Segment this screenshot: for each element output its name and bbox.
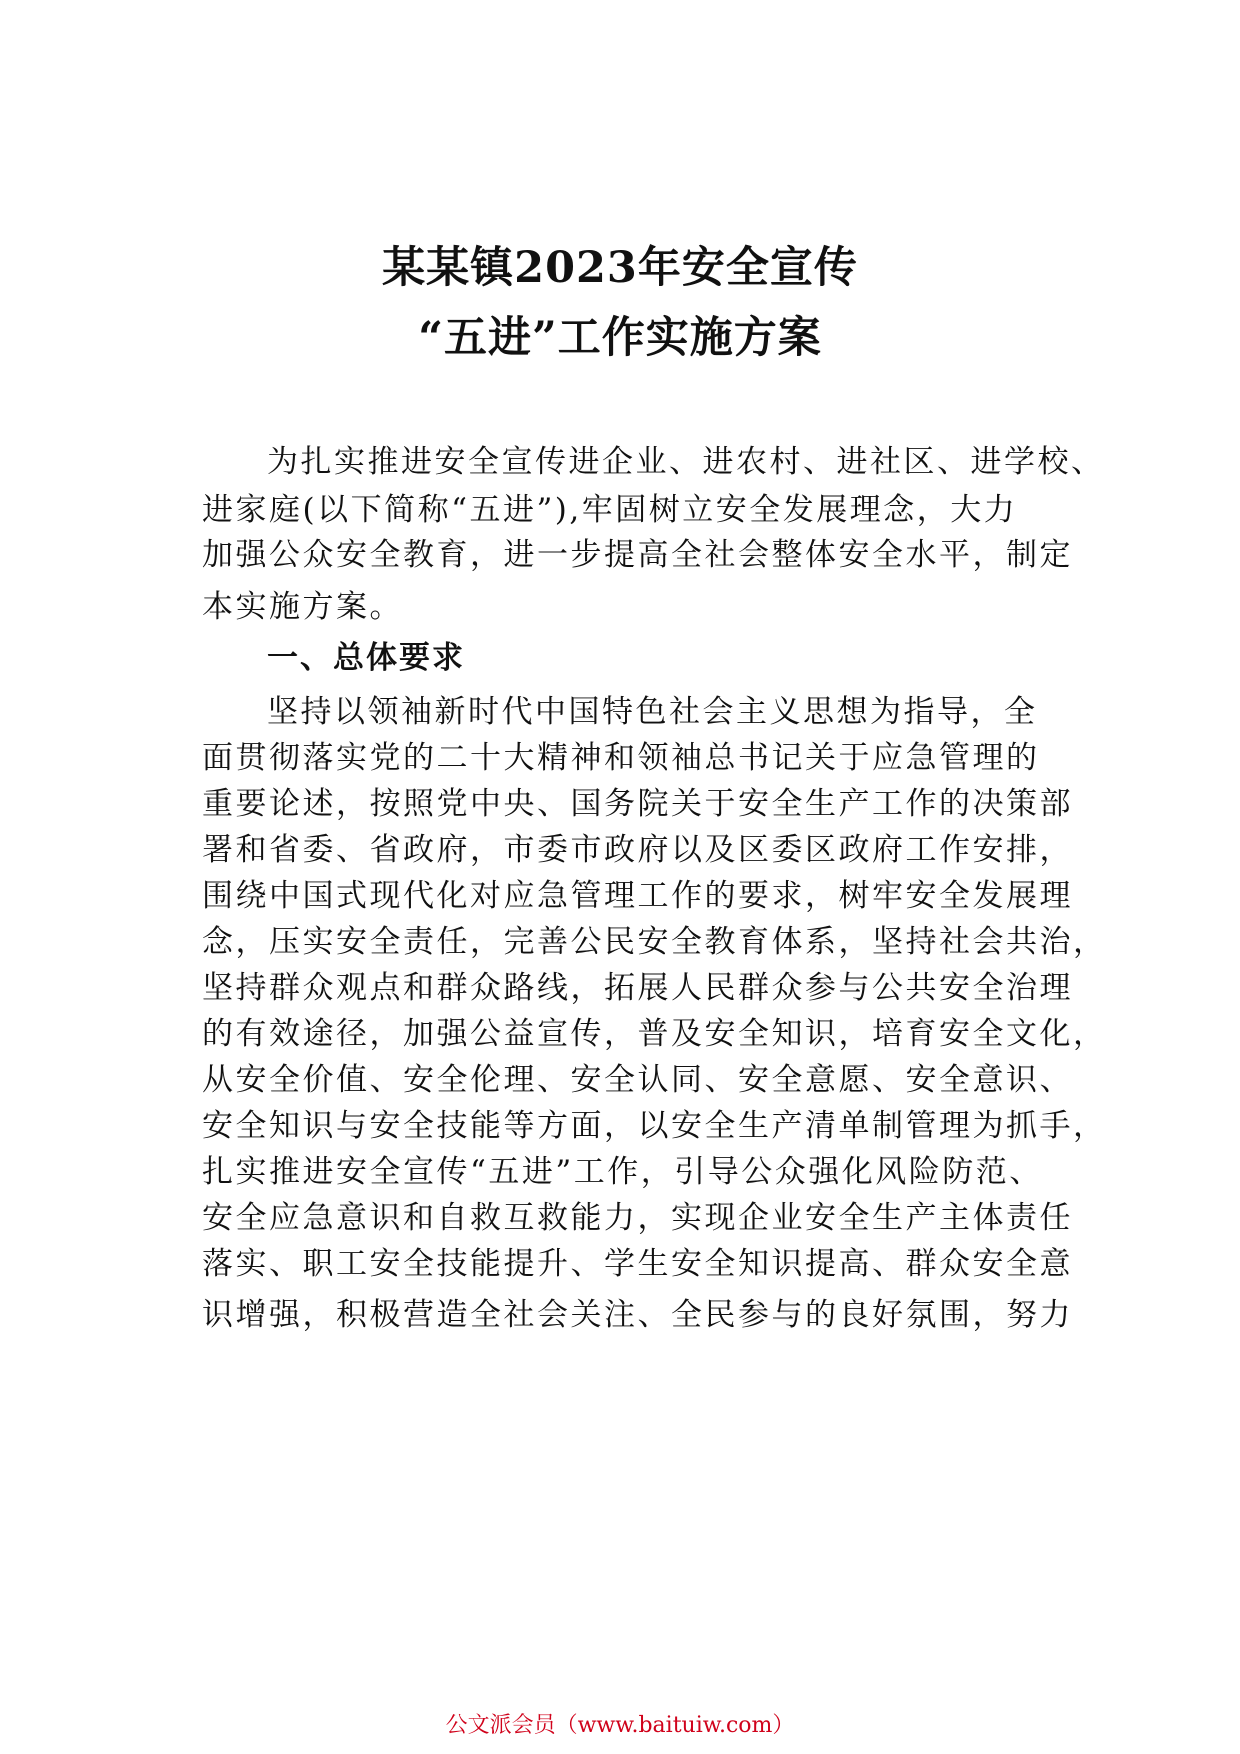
document-title-line1: 某某镇2023年安全宣传 (382, 243, 858, 293)
body-line: 落实、职工安全技能提升、学生安全知识提高、群众安全意 (202, 1246, 1073, 1282)
document-title-line2: “五进”工作实施方案 (418, 313, 822, 363)
body-line: 安全知识与安全技能等方面，以安全生产清单制管理为抓手， (202, 1108, 1107, 1144)
body-line: 署和省委、省政府，市委市政府以及区委区政府工作安排， (202, 832, 1073, 868)
body-line: 的有效途径，加强公益宣传，普及安全知识，培育安全文化， (202, 1016, 1107, 1052)
body-line: 识增强，积极营造全社会关注、全民参与的良好氛围，努力 (202, 1297, 1073, 1333)
body-line: 念，压实安全责任，完善公民安全教育体系，坚持社会共治， (202, 924, 1107, 960)
intro-line: 本实施方案。 (202, 589, 403, 625)
body-line: 安全应急意识和自救互救能力，实现企业安全生产主体责任 (202, 1200, 1073, 1236)
body-line: 重要论述，按照党中央、国务院关于安全生产工作的决策部 (202, 786, 1073, 822)
footer-watermark: 公文派会员（www.baituiw.com） (445, 1713, 795, 1738)
body-line: 扎实推进安全宣传“五进”工作，引导公众强化风险防范、 (202, 1154, 1043, 1190)
intro-line: 为扎实推进安全宣传进企业、进农村、进社区、进学校、 (267, 444, 1105, 480)
section-heading: 一、总体要求 (267, 640, 465, 676)
intro-line: 进家庭(以下简称“五进”),牢固树立安全发展理念，大力 (202, 492, 1018, 528)
body-line: 围绕中国式现代化对应急管理工作的要求，树牢安全发展理 (202, 878, 1073, 914)
body-line: 坚持群众观点和群众路线，拓展人民群众参与公共安全治理 (202, 970, 1073, 1006)
body-line: 面贯彻落实党的二十大精神和领袖总书记关于应急管理的 (202, 740, 1040, 776)
body-line: 坚持以领袖新时代中国特色社会主义思想为指导，全 (267, 694, 1038, 730)
intro-line: 加强公众安全教育，进一步提高全社会整体安全水平，制定 (202, 537, 1073, 573)
body-line: 从安全价值、安全伦理、安全认同、安全意愿、安全意识、 (202, 1062, 1073, 1098)
